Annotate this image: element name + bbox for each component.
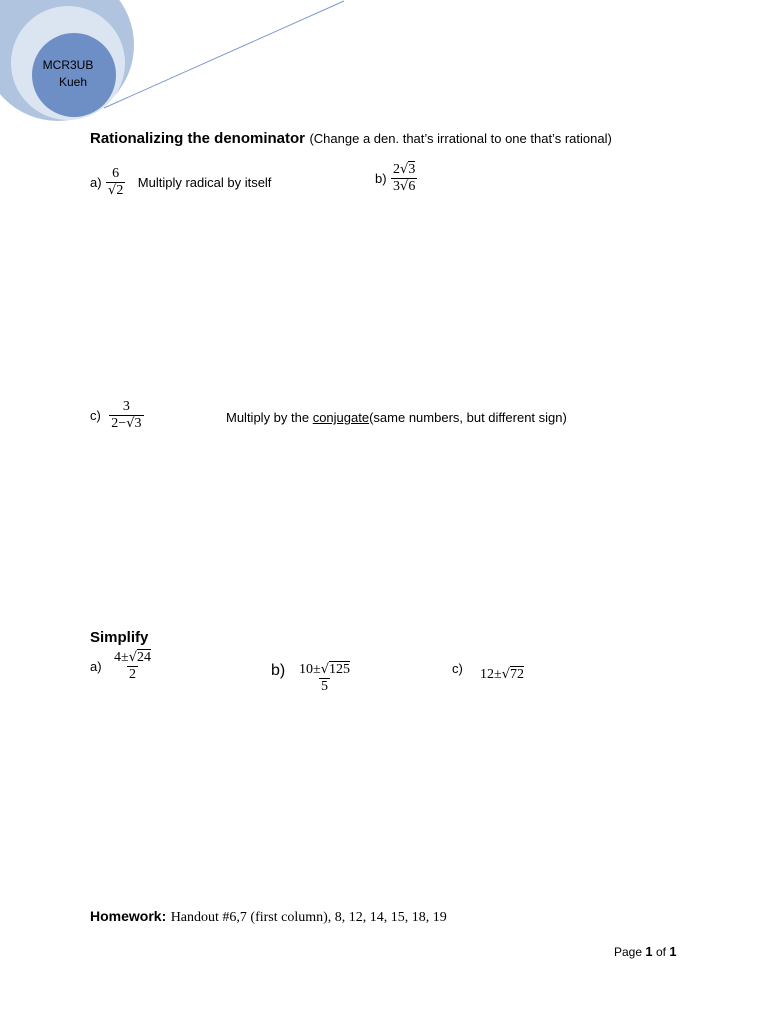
radicand: 72 xyxy=(509,667,524,682)
numerator: 3 xyxy=(122,399,130,414)
fraction xyxy=(109,399,143,432)
denominator xyxy=(106,182,125,199)
sqrt-icon: √ xyxy=(501,667,510,682)
sqrt-icon: √ xyxy=(400,162,409,177)
header-rule-line xyxy=(104,1,344,108)
problem-c-rationalize xyxy=(90,399,144,432)
section-title: Rationalizing the denominator xyxy=(90,130,306,147)
denominator: 2 xyxy=(129,667,136,683)
sqrt-icon: √ xyxy=(126,416,135,432)
denominator: 5 xyxy=(320,679,328,695)
problem-label: b) xyxy=(375,170,387,186)
problem-a-simplify xyxy=(90,650,153,683)
problem-note: Multiply radical by itself xyxy=(137,174,272,190)
problem-label: c) xyxy=(90,407,101,423)
radicand: 125 xyxy=(328,662,350,677)
radicand: 3 xyxy=(408,162,416,177)
homework-text: Handout #6,7 (first column), 8, 12, 14, 15, 18, 19 xyxy=(170,910,447,925)
problem-b-rationalize xyxy=(375,162,417,195)
sqrt-icon: √ xyxy=(400,179,409,195)
numerator: 4±√24 xyxy=(114,650,151,665)
course-code: MCR3UB xyxy=(42,58,94,72)
sqrt-icon: √ xyxy=(128,650,137,665)
fraction xyxy=(391,162,417,195)
sqrt-icon: √ xyxy=(320,662,329,677)
problem-c-simplify: 12±√72 xyxy=(480,667,524,682)
section-simplify-title: Simplify xyxy=(90,629,149,646)
problem-label: a) xyxy=(90,658,102,674)
radicand: 2 xyxy=(116,183,124,199)
denominator: 2−√3 xyxy=(111,416,142,432)
problem-a-rationalize xyxy=(90,166,271,199)
denominator: 3√6 xyxy=(393,179,416,195)
numerator: 6 xyxy=(112,166,120,181)
problem-label: b) xyxy=(271,662,286,679)
note-text: (same numbers, but different sign) xyxy=(369,410,567,425)
problem-label: a) xyxy=(90,174,102,190)
radicand: 24 xyxy=(137,650,151,665)
fraction xyxy=(106,166,125,199)
conjugate-term: conjugate xyxy=(312,410,370,425)
sqrt-icon: √ xyxy=(108,183,117,199)
homework-line xyxy=(90,908,447,926)
teacher-name: Kueh xyxy=(58,75,88,89)
homework-label: Homework: xyxy=(90,908,167,924)
radicand: 6 xyxy=(408,179,416,195)
page-number: Page 1 of 1 xyxy=(614,944,677,959)
section-subtitle: (Change a den. that’s irrational to one that’s rational) xyxy=(309,131,612,146)
problem-b-simplify xyxy=(297,662,352,695)
section-rationalizing xyxy=(90,130,612,148)
note-text: Multiply by the xyxy=(226,410,313,425)
conjugate-note xyxy=(226,410,567,425)
numerator: 2√3 xyxy=(393,162,416,177)
fraction xyxy=(297,662,352,695)
problem-label: c) xyxy=(452,661,463,676)
numerator: 10±√125 xyxy=(299,662,350,677)
radicand: 3 xyxy=(134,416,142,432)
fraction xyxy=(112,650,153,683)
